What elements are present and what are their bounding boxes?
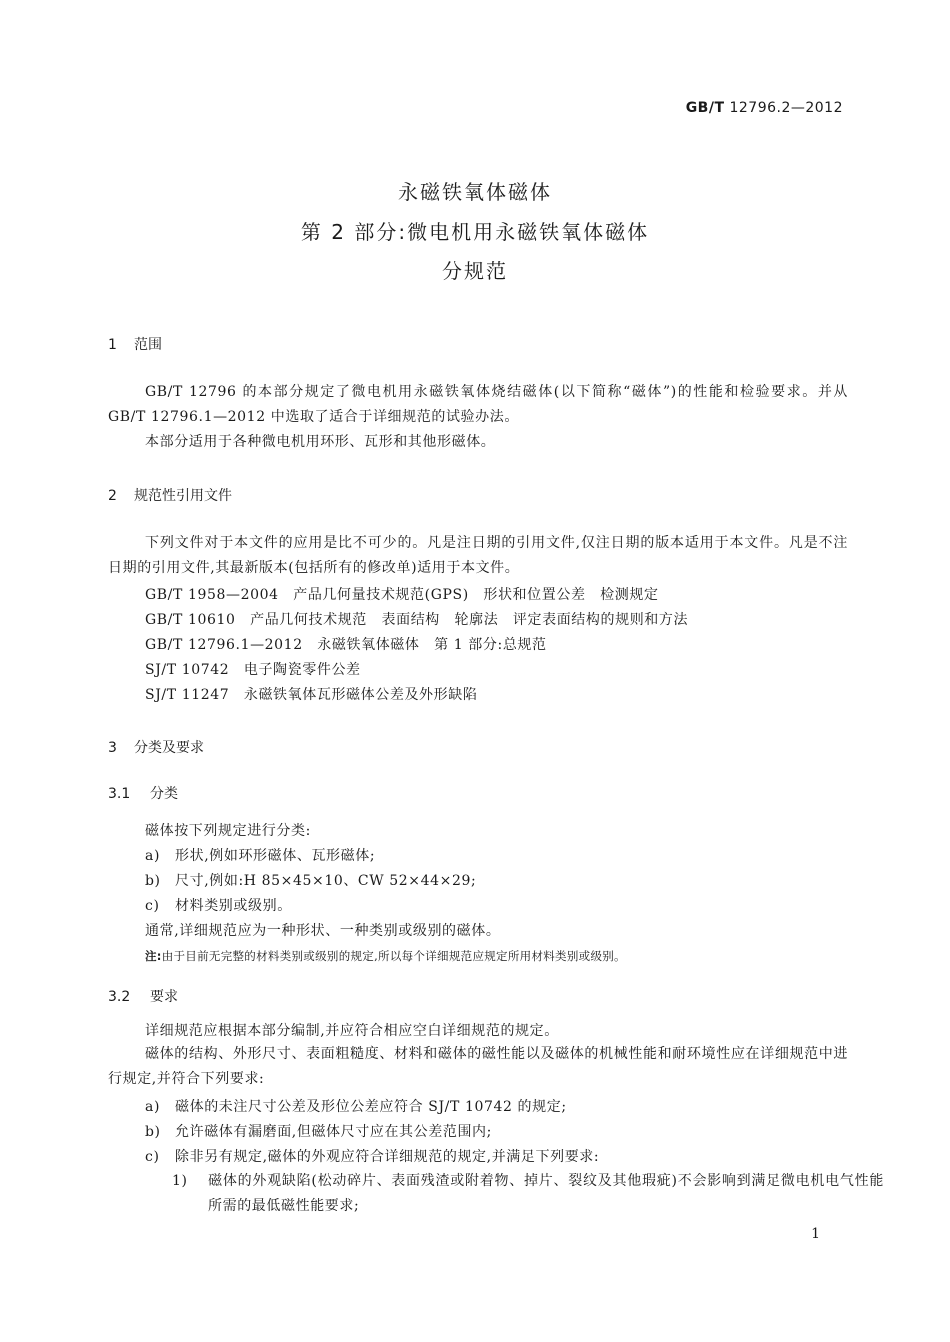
sub-list-item [172,1169,884,1219]
section-title: 分类及要求 [134,740,204,756]
section-number: 2 [108,488,117,504]
section-1-paragraph-1: GB/T 12796 的本部分规定了微电机用永磁铁氧体烧结磁体(以下简称“磁体”)的性能和检验要求。并从 GB/T 12796.1—2012 中选取了适合于详细规范的试验办法。 [108,384,848,425]
list-item [145,870,476,890]
standard-code: 12796.2—2012 [729,100,843,116]
list-item [145,1121,492,1141]
subsection-3-1-heading [108,783,178,803]
title-line-3: 分规范 [442,259,508,283]
subsection-3-2-heading [108,986,178,1006]
list-marker: b) [145,1124,161,1140]
list-text: 磁体的未注尺寸公差及形位公差应符合 SJ/T 10742 的规定; [175,1099,567,1115]
reference-item: GB/T 12796.1—2012 永磁铁氧体磁体 第 1 部分:总规范 [145,637,547,653]
section-title: 规范性引用文件 [134,488,232,504]
subsection-number: 3.1 [108,786,131,802]
classification-note-paragraph: 通常,详细规范应为一种形状、一种类别或级别的磁体。 [145,923,501,939]
list-marker: c) [145,1149,160,1165]
section-number: 1 [108,337,117,353]
note [145,948,626,964]
title-line-1: 永磁铁氧体磁体 [398,180,552,204]
list-text: 允许磁体有漏磨面,但磁体尺寸应在其公差范围内; [175,1124,492,1140]
list-item [145,845,375,865]
standard-prefix: GB/T [685,100,725,116]
list-marker: c) [145,898,160,914]
requirements-paragraph-2: 磁体的结构、外形尺寸、表面粗糙度、材料和磁体的磁性能以及磁体的机械性能和耐环境性应在详细规范中进行规定,并符合下列要求: [108,1046,848,1087]
note-text: 由于目前无完整的材料类别或级别的规定,所以每个详细规范应规定所用材料类别或级别。 [161,949,626,963]
section-3-heading [108,737,204,757]
title-line-2: 第 2 部分:微电机用永磁铁氧体磁体 [300,220,650,244]
classification-intro: 磁体按下列规定进行分类: [145,823,311,839]
sub-list-marker: 1) [172,1173,188,1189]
standard-number [686,100,843,116]
reference-item: SJ/T 11247 永磁铁氧体瓦形磁体公差及外形缺陷 [145,687,478,703]
sub-list-text: 磁体的外观缺陷(松动碎片、表面残渣或附着物、掉片、裂纹及其他瑕疵)不会影响到满足微电机电气性能所需的最低磁性能要求; [208,1173,884,1214]
reference-item: GB/T 10610 产品几何技术规范 表面结构 轮廓法 评定表面结构的规则和方法 [145,612,689,628]
note-label: 注: [145,949,162,963]
subsection-number: 3.2 [108,989,131,1005]
list-item [145,1096,567,1116]
section-1-heading [108,334,162,354]
list-marker: a) [145,848,161,864]
subsection-title: 分类 [150,786,178,802]
section-1-paragraph-2: 本部分适用于各种微电机用环形、瓦形和其他形磁体。 [145,434,496,450]
section-2-heading [108,485,232,505]
list-marker: a) [145,1099,161,1115]
list-text: 形状,例如环形磁体、瓦形磁体; [175,848,376,864]
list-item [145,895,292,915]
list-item [145,1146,599,1166]
subsection-title: 要求 [150,989,178,1005]
list-text: 尺寸,例如:H 85×45×10、CW 52×44×29; [175,873,477,889]
list-text: 除非另有规定,磁体的外观应符合详细规范的规定,并满足下列要求: [175,1149,600,1165]
section-2-paragraph-1: 下列文件对于本文件的应用是比不可少的。凡是注日期的引用文件,仅注日期的版本适用于本文件。凡是不注日期的引用文件,其最新版本(包括所有的修改单)适用于本文件。 [108,535,848,576]
reference-item: SJ/T 10742 电子陶瓷零件公差 [145,662,361,678]
list-text: 材料类别或级别。 [175,898,292,914]
page-number: 1 [811,1226,820,1242]
section-title: 范围 [134,337,162,353]
list-marker: b) [145,873,161,889]
requirements-paragraph-1: 详细规范应根据本部分编制,并应符合相应空白详细规范的规定。 [145,1023,559,1039]
reference-item: GB/T 1958—2004 产品几何量技术规范(GPS) 形状和位置公差 检测规定 [145,587,659,603]
section-number: 3 [108,740,117,756]
